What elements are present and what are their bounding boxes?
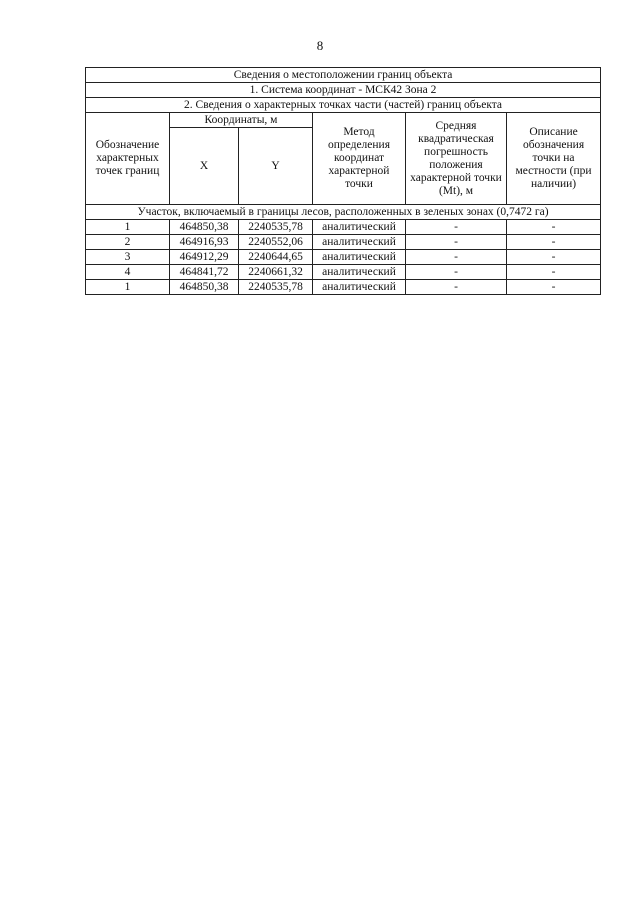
cell-description: - bbox=[507, 280, 601, 295]
cell-x: 464841,72 bbox=[170, 265, 239, 280]
cell-point: 1 bbox=[86, 280, 170, 295]
cell-y: 2240661,32 bbox=[239, 265, 313, 280]
cell-description: - bbox=[507, 235, 601, 250]
cell-description: - bbox=[507, 220, 601, 235]
cell-point: 2 bbox=[86, 235, 170, 250]
table-row bbox=[86, 220, 601, 235]
table-row bbox=[86, 235, 601, 250]
cell-method: аналитический bbox=[313, 220, 406, 235]
points-heading: 2. Сведения о характерных точках части (частей) границ объекта bbox=[86, 98, 601, 113]
cell-error: - bbox=[406, 250, 507, 265]
cell-x: 464850,38 bbox=[170, 280, 239, 295]
header-error: Средняя квадратическая погрешность положения характерной точки (Mt), м bbox=[406, 113, 507, 205]
cell-method: аналитический bbox=[313, 250, 406, 265]
cell-error: - bbox=[406, 265, 507, 280]
cell-y: 2240535,78 bbox=[239, 280, 313, 295]
boundary-table bbox=[85, 67, 601, 295]
table-row bbox=[86, 280, 601, 295]
cell-method: аналитический bbox=[313, 235, 406, 250]
cell-error: - bbox=[406, 235, 507, 250]
cell-error: - bbox=[406, 220, 507, 235]
cell-point: 1 bbox=[86, 220, 170, 235]
cell-point: 4 bbox=[86, 265, 170, 280]
section-row bbox=[86, 205, 601, 220]
table-row bbox=[86, 265, 601, 280]
page-number: 8 bbox=[316, 38, 324, 53]
cell-y: 2240552,06 bbox=[239, 235, 313, 250]
cell-x: 464912,29 bbox=[170, 250, 239, 265]
table-title: Сведения о местоположении границ объекта bbox=[86, 68, 601, 83]
table-row bbox=[86, 250, 601, 265]
cell-description: - bbox=[507, 250, 601, 265]
coordinate-system-row bbox=[86, 83, 601, 98]
cell-description: - bbox=[507, 265, 601, 280]
points-heading-row bbox=[86, 98, 601, 113]
header-point-designation: Обозначение характерных точек границ bbox=[86, 113, 170, 205]
section-label: Участок, включаемый в границы лесов, расположенных в зеленых зонах (0,7472 га) bbox=[86, 205, 601, 220]
cell-y: 2240535,78 bbox=[239, 220, 313, 235]
cell-y: 2240644,65 bbox=[239, 250, 313, 265]
cell-x: 464916,93 bbox=[170, 235, 239, 250]
cell-error: - bbox=[406, 280, 507, 295]
header-row bbox=[86, 113, 601, 128]
cell-method: аналитический bbox=[313, 265, 406, 280]
cell-x: 464850,38 bbox=[170, 220, 239, 235]
header-x: X bbox=[170, 128, 239, 205]
header-method: Метод определения координат характерной точки bbox=[313, 113, 406, 205]
cell-method: аналитический bbox=[313, 280, 406, 295]
table-title-row bbox=[86, 68, 601, 83]
coordinate-system: 1. Система координат - МСК42 Зона 2 bbox=[86, 83, 601, 98]
header-description: Описание обозначения точки на местности (при наличии) bbox=[507, 113, 601, 205]
header-y: Y bbox=[239, 128, 313, 205]
cell-point: 3 bbox=[86, 250, 170, 265]
header-coordinates: Координаты, м bbox=[170, 113, 313, 128]
